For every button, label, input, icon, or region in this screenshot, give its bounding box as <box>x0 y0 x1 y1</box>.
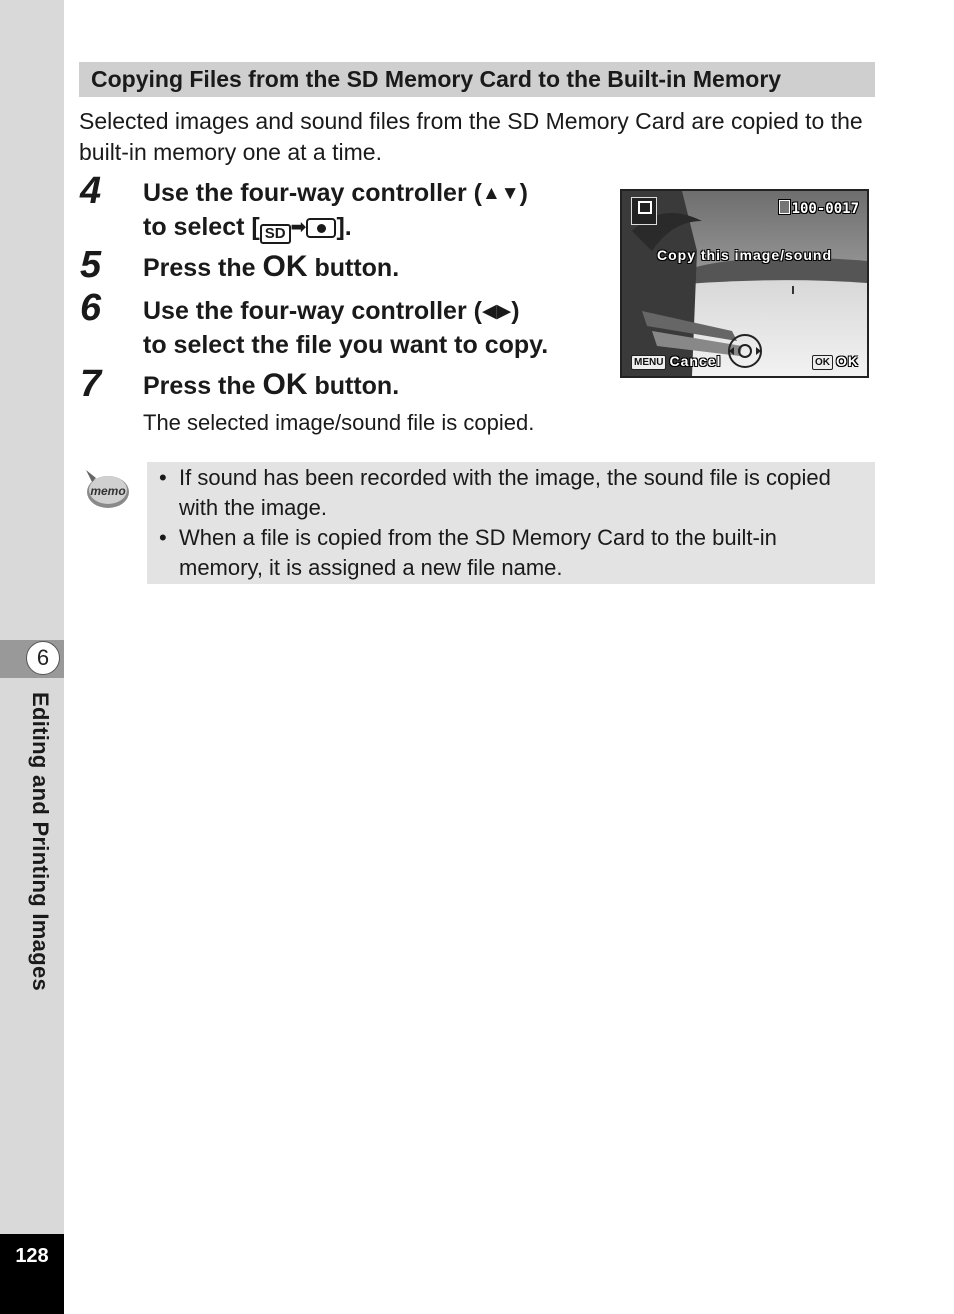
memory-card-icon <box>779 200 790 214</box>
step-number-6: 6 <box>80 287 102 329</box>
four-way-controller-icon <box>726 332 764 370</box>
section-heading: Copying Files from the SD Memory Card to the Built-in Memory <box>79 62 875 97</box>
left-right-arrows-icon: ◀▶ <box>481 301 512 322</box>
step-number-7: 7 <box>80 363 102 405</box>
step-4-line-2: to select [ SD ➡ ]. <box>143 213 352 242</box>
chapter-title: Editing and Printing Images <box>28 692 53 992</box>
page-number: 128 <box>0 1234 64 1314</box>
step-6-line-1: Use the four-way controller (◀▶) <box>143 297 520 325</box>
camera-screen <box>620 189 869 378</box>
chapter-number: 6 <box>26 641 60 675</box>
memo-icon <box>82 468 130 510</box>
menu-key-icon: MENU <box>631 355 666 370</box>
step-5-text: Press the OK button. <box>143 250 400 283</box>
ok-key-icon: OK <box>812 355 833 370</box>
copy-prompt: Copy this image/sound <box>656 247 832 263</box>
sd-card-icon: SD <box>260 224 291 244</box>
step-7-text: Press the OK button. <box>143 368 400 401</box>
ok-button-glyph: OK <box>262 368 308 401</box>
ok-button-glyph: OK <box>262 250 308 283</box>
step-number-4: 4 <box>80 170 102 212</box>
step-6-line-2: to select the file you want to copy. <box>143 331 549 359</box>
built-in-memory-icon <box>306 218 336 238</box>
memo-item: • If sound has been recorded with the image, the sound file is copied with the image. <box>159 465 831 520</box>
svg-text:memo: memo <box>90 484 126 498</box>
step-number-5: 5 <box>80 244 102 286</box>
ok-hint: OK OK <box>812 353 859 370</box>
intro-paragraph: Selected images and sound files from the SD Memory Card are copied to the built-in memory one at a time. <box>79 108 863 165</box>
memo-item: • When a file is copied from the SD Memory Card to the built-in memory, it is assigned a new file name. <box>159 525 777 580</box>
step-4-line-1: Use the four-way controller (▲▼) <box>143 179 528 207</box>
file-number: 100-0017 <box>779 200 859 217</box>
cancel-hint: MENU Cancel <box>631 353 721 370</box>
playback-mode-icon <box>631 197 657 225</box>
up-down-arrows-icon: ▲▼ <box>481 183 520 204</box>
arrow-right-icon: ➡ <box>290 217 307 238</box>
memo-box <box>147 462 875 584</box>
step-7-note: The selected image/sound file is copied. <box>143 410 535 435</box>
